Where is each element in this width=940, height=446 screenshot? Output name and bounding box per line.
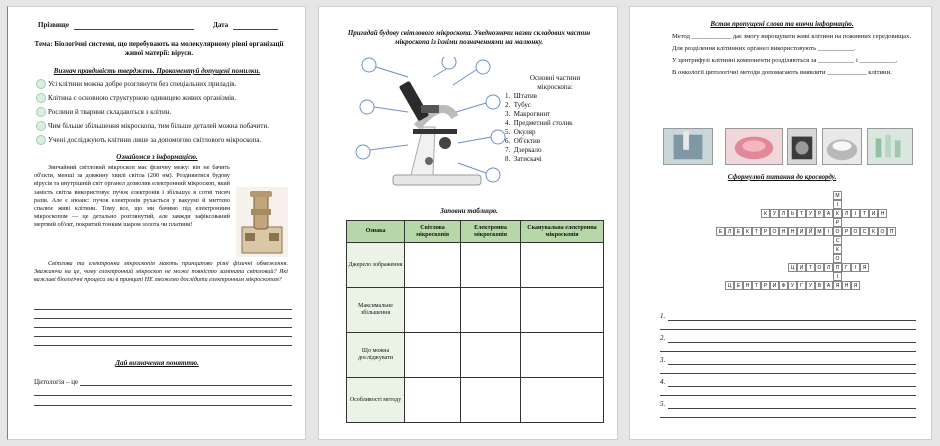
question-line-2b[interactable] [660,351,916,352]
table-header-electron: Електронна мікроскопія [461,221,521,243]
light-microscope-diagram [353,57,513,197]
statement-3: Рослини й тварини складаються з клітин. [48,108,172,116]
definition-line-2[interactable] [34,395,292,396]
crossword-cell-row-2[interactable]: К [743,227,752,236]
crossword-cell-row-1[interactable]: У [770,209,779,218]
table-cell[interactable] [461,378,521,423]
crossword-cell-row-1[interactable]: Р [815,209,824,218]
answer-line-2[interactable] [34,318,292,319]
crossword-cell-row-3[interactable]: Я [860,263,869,272]
topic-title: Тема: Біологічні системи, що перебувають на молекулярному рівні організації живої матерії: віруси. [34,40,284,57]
statement-4: Чим більше збільшення мікроскопа, тим більше деталей можна побачити. [48,122,269,130]
parts-list [505,92,573,164]
crossword-cell-row-1[interactable]: Н [878,209,887,218]
crossword-cell-row-3[interactable]: Л [824,263,833,272]
part-item-1: 1. Штатив [505,92,537,100]
crossword-cell-row-2[interactable]: С [860,227,869,236]
sentence-3: У центрифузі клітинні компоненти розділяються за ___________ і ___________. [672,57,898,64]
crossword-cell-row-4[interactable]: Г [797,281,806,290]
question-line-5b[interactable] [660,417,916,418]
table-row-label: Особливості методу [347,378,405,423]
crossword-cell-row-3[interactable]: Ц [788,263,797,272]
statement-check-5[interactable] [36,135,46,145]
crossword-cell-row-4[interactable]: Е [734,281,743,290]
task1-title: Визнач правдивість тверджень. Прокоментуй допущені помилки. [53,67,261,75]
info-text: Звичайний світловий мікроскоп має фізичну межу: він не бачить об'єкти, менші за довжину хвилі світла (200 нм). Роздивитися будову вірусів та внутрішній світ органел дозволив електронний мікроскоп, який замість світла використовує пучок електронів і збільшує в сотні тисяч разів. Але є нюанс: пучок електронів рухається у вакуумі й миттєво спалює живі клітини. Тому все, що ми бачимо під електронним мікроскопом — це детально розглянутий, але завжди зафіксований мертвий об'єкт, покритий тонким шаром золота чи платини! [34,164,230,229]
question-line-4b[interactable] [660,395,916,396]
crossword-cell-row-2[interactable]: М [815,227,824,236]
question-number-4: 4. [660,378,666,386]
crossword-cell-row-2[interactable]: О [851,227,860,236]
statement-check-3[interactable] [36,107,46,117]
crossword-cell-row-1[interactable]: Л [779,209,788,218]
answer-line-4[interactable] [34,336,292,337]
crossword-cell-row-2[interactable]: Н [788,227,797,236]
crossword-cell-vertical[interactable]: О [833,254,842,263]
question-line-3b[interactable] [660,373,916,374]
question-line-3[interactable] [668,364,916,365]
crossword-cell-row-4[interactable]: Ц [725,281,734,290]
table-cell[interactable] [405,243,461,288]
question-text: Світлова та електронна мікроскопія мають принципово різні фізичні обмеження. Зважаючи на це, чому електронний мікроскоп не може повністю замінити світловий? Які важливі біологічні процеси ми в принципі НЕ зможемо дослідити електронним мікроскопом? [34,260,288,284]
crossword-cell-row-3[interactable]: И [797,263,806,272]
part-item-3: 3. Макрогвинт [505,110,551,118]
date-label: Дата [213,21,229,29]
table-header-scanning: Сканувальна електронна мікроскопія [520,221,603,243]
part-item-6: 6. Об'єктив [505,137,541,145]
answer-line-1[interactable] [34,309,292,310]
crossword-cell-row-2[interactable]: Е [716,227,725,236]
crossword-cell-row-4[interactable]: В [815,281,824,290]
crossword-cell-row-4[interactable]: У [788,281,797,290]
lab-photo-4 [822,128,862,165]
part-item-7: 7. Дзеркало [505,146,542,154]
crossword-cell-row-2[interactable]: К [869,227,878,236]
crossword-cell-row-4[interactable]: Н [743,281,752,290]
table-row-label: Максимальне збільшення [347,288,405,333]
crossword-cell-vertical[interactable]: П [833,263,842,272]
crossword-cell-vertical[interactable]: С [833,236,842,245]
definition-line-1[interactable] [80,385,292,386]
crossword-cell-vertical[interactable]: К [833,209,842,218]
crossword-cell-row-2[interactable]: Н [779,227,788,236]
surname-field[interactable] [74,29,194,30]
crossword-cell-vertical[interactable]: І [833,200,842,209]
table-cell[interactable] [405,288,461,333]
crossword-cell-row-3[interactable]: І [851,263,860,272]
statement-1: Усі клітини можна добре розглянути без спеціальних приладів. [48,80,237,88]
crossword-cell-vertical[interactable]: Я [833,281,842,290]
crossword-cell-row-2[interactable]: Р [761,227,770,236]
crossword-cell-row-4[interactable]: Я [851,281,860,290]
crossword-cell-row-2[interactable]: Р [842,227,851,236]
crossword-cell-row-2[interactable]: О [770,227,779,236]
crossword-cell-row-4[interactable]: У [806,281,815,290]
crossword-cell-row-3[interactable]: Г [842,263,851,272]
question-number-2: 2. [660,334,666,342]
crossword-cell-row-1[interactable]: Ь [788,209,797,218]
table-cell[interactable] [405,333,461,378]
table-cell[interactable] [461,288,521,333]
table-cell[interactable] [520,243,603,288]
lab-photo-5 [867,128,913,165]
worksheet-page-1 [7,6,306,440]
crossword-cell-row-2[interactable]: И [797,227,806,236]
question-number-1: 1. [660,312,666,320]
crossword-cell-row-4[interactable]: Т [752,281,761,290]
microscope-task-title: Пригадай будову світлового мікроскопа. Уведнозначи назви складових частин мікроскопа із їхніми позначеннями на малюнку. [347,29,591,46]
part-item-4: 4. Предметний столик [505,119,573,127]
table-row-label: Що можна досліджувати [347,333,405,378]
lab-photo-3 [787,128,817,165]
crossword-cell-vertical[interactable]: М [833,191,842,200]
part-item-2: 2. Тубус [505,101,531,109]
crossword-cell-row-1[interactable]: Т [797,209,806,218]
crossword-cell-row-4[interactable]: Ф [779,281,788,290]
statement-check-1[interactable] [36,79,46,89]
crossword-cell-row-1[interactable]: Т [860,209,869,218]
question-line-1b[interactable] [660,329,916,330]
crossword-cell-vertical[interactable]: О [833,227,842,236]
task3-title: Дай визначення поняттю. [115,359,199,367]
question-line-2[interactable] [668,342,916,343]
definition-line-3[interactable] [34,405,292,406]
answer-line-5[interactable] [34,345,292,346]
lab-photo-2 [725,128,783,165]
table-cell[interactable] [405,378,461,423]
table-cell[interactable] [461,333,521,378]
table-cell[interactable] [520,378,603,423]
crossword-cell-row-3[interactable]: О [815,263,824,272]
crossword-cell-row-2[interactable]: О [878,227,887,236]
worksheet-page-3 [629,6,932,440]
question-number-5: 5. [660,400,666,408]
sentence-1: Метод ____________ дає змогу вирощувати живі клітини на поживних середовищах. [672,33,912,40]
crossword-cell-row-2[interactable]: Т [752,227,761,236]
statement-check-2[interactable] [36,93,46,103]
date-field[interactable] [233,29,278,30]
lab-photo-1 [663,128,713,165]
crossword-title: Сформулюй питання до кросворду. [727,173,837,181]
table-cell[interactable] [461,243,521,288]
sentence-4: В онкології цитологічні методи допомагають виявляти ____________ клітини. [672,69,892,76]
table-header-feature: Ознака [347,221,405,243]
crossword-cell-row-1[interactable]: Л [842,209,851,218]
table-title: Заповни таблицю. [440,207,498,215]
crossword-cell-row-1[interactable]: И [869,209,878,218]
fill-task-title: Встав пропущені слова та вивчи інформацію. [710,20,854,28]
statement-2: Клітина є основною структурною одиницею живих організмів. [48,94,237,102]
question-line-1[interactable] [668,320,916,321]
crossword-cell-vertical[interactable]: К [833,245,842,254]
crossword-cell-row-4[interactable]: А [824,281,833,290]
crossword-cell-row-2[interactable]: Л [725,227,734,236]
crossword-cell-row-2[interactable]: Е [734,227,743,236]
statement-check-4[interactable] [36,121,46,131]
fill-sentences [658,32,916,77]
crossword-cell-row-1[interactable]: А [824,209,833,218]
crossword-cell-row-3[interactable]: Т [806,263,815,272]
crossword-cell-row-1[interactable]: І [851,209,860,218]
worksheet-page-2 [318,6,618,440]
crossword-cell-vertical[interactable]: І [833,272,842,281]
crossword-cell-row-1[interactable]: К [761,209,770,218]
table-cell[interactable] [520,288,603,333]
question-number-3: 3. [660,356,666,364]
parts-title: Основні частини мікроскопа: [529,74,581,91]
surname-label: Прізвище [38,21,69,29]
question-line-5[interactable] [668,408,916,409]
crossword-cell-row-1[interactable]: У [806,209,815,218]
crossword-cell-row-2[interactable]: І [824,227,833,236]
definition-label: Цитологія – це [34,378,79,386]
electron-microscope-image [236,187,288,257]
table-cell[interactable] [520,333,603,378]
crossword-cell-vertical[interactable]: Р [833,218,842,227]
part-item-8: 8. Затискачі [505,155,542,163]
crossword-cell-row-4[interactable]: И [770,281,779,290]
comparison-table [346,220,604,423]
table-header-light: Світлова мікроскопія [405,221,461,243]
sentence-2: Для розділення клітинних органел використовують ___________. [672,45,856,52]
part-item-5: 5. Окуляр [505,128,536,136]
crossword-cell-row-4[interactable]: Н [842,281,851,290]
task2-title: Ознайомся з інформацією. [116,153,198,161]
question-line-4[interactable] [668,386,916,387]
table-row-label: Джерело зображення [347,243,405,288]
crossword-cell-row-2[interactable]: Й [806,227,815,236]
crossword-cell-row-4[interactable]: Р [761,281,770,290]
crossword-cell-row-2[interactable]: П [887,227,896,236]
statement-5: Учені досліджують клітини лише за допомогою світлового мікроскопа. [48,136,262,144]
answer-line-3[interactable] [34,327,292,328]
